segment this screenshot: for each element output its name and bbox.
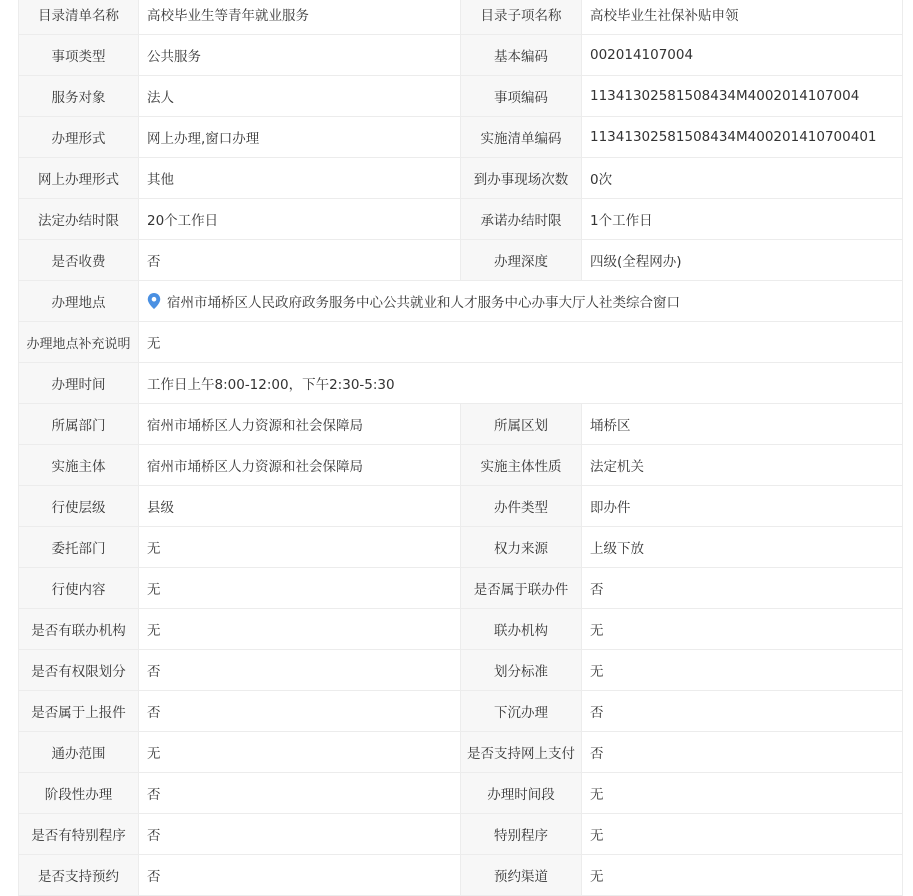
- field-value: 高校毕业生等青年就业服务: [139, 0, 461, 34]
- field-label: 办理深度: [461, 240, 582, 280]
- field-label: 是否有权限划分: [18, 650, 139, 690]
- field-value: 宿州市埇桥区人力资源和社会保障局: [139, 404, 461, 444]
- location-text[interactable]: 宿州市埇桥区人民政府政务服务中心公共就业和人才服务中心办事大厅人社类综合窗口: [167, 295, 680, 311]
- table-row: [18, 650, 903, 691]
- field-label: 目录清单名称: [18, 0, 139, 34]
- field-value: 否: [139, 650, 461, 690]
- field-value: 否: [139, 773, 461, 813]
- field-label: 法定办结时限: [18, 199, 139, 239]
- field-label: 实施主体性质: [461, 445, 582, 485]
- field-value: 县级: [139, 486, 461, 526]
- field-value: 无: [139, 322, 903, 362]
- field-label: 预约渠道: [461, 855, 582, 895]
- field-value: 无: [582, 773, 903, 813]
- field-value: 即办件: [582, 486, 903, 526]
- field-label: 行使层级: [18, 486, 139, 526]
- table-row: [18, 117, 903, 158]
- table-row: [18, 691, 903, 732]
- field-value: 002014107004: [582, 35, 903, 75]
- field-value: 工作日上午8:00-12:00，下午2:30-5:30: [139, 363, 903, 403]
- field-value: 埇桥区: [582, 404, 903, 444]
- table-row: [18, 855, 903, 896]
- field-label: 办理时间段: [461, 773, 582, 813]
- location-value[interactable]: [139, 281, 903, 321]
- field-label: 下沉办理: [461, 691, 582, 731]
- field-value: 否: [582, 691, 903, 731]
- field-value: 11341302581508434M4002014107004: [582, 76, 903, 116]
- field-label: 是否支持网上支付: [461, 732, 582, 772]
- field-label: 事项编码: [461, 76, 582, 116]
- field-value: 上级下放: [582, 527, 903, 567]
- field-label: 到办事现场次数: [461, 158, 582, 198]
- field-value: 公共服务: [139, 35, 461, 75]
- table-row: [18, 609, 903, 650]
- field-label: 实施主体: [18, 445, 139, 485]
- field-value: 无: [582, 609, 903, 649]
- field-label: 服务对象: [18, 76, 139, 116]
- table-row: [18, 814, 903, 855]
- field-label: 联办机构: [461, 609, 582, 649]
- field-label: 办理形式: [18, 117, 139, 157]
- field-label: 网上办理形式: [18, 158, 139, 198]
- field-value: 否: [139, 814, 461, 854]
- field-label: 委托部门: [18, 527, 139, 567]
- field-value: 法定机关: [582, 445, 903, 485]
- field-label: 是否属于联办件: [461, 568, 582, 608]
- field-label: 目录子项名称: [461, 0, 582, 34]
- field-value: 11341302581508434M400201410700401: [582, 117, 903, 157]
- field-label: 通办范围: [18, 732, 139, 772]
- field-label: 行使内容: [18, 568, 139, 608]
- field-value: 否: [582, 568, 903, 608]
- table-row: [18, 240, 903, 281]
- field-label: 办理时间: [18, 363, 139, 403]
- field-value: 法人: [139, 76, 461, 116]
- table-row: [18, 404, 903, 445]
- field-label: 划分标准: [461, 650, 582, 690]
- field-value: 否: [139, 855, 461, 895]
- field-label: 是否支持预约: [18, 855, 139, 895]
- field-label: 是否收费: [18, 240, 139, 280]
- field-value: 高校毕业生社保补贴申领: [582, 0, 903, 34]
- field-value: 无: [139, 732, 461, 772]
- field-label: 事项类型: [18, 35, 139, 75]
- field-label: 基本编码: [461, 35, 582, 75]
- field-value: 无: [582, 650, 903, 690]
- location-pin-icon: [147, 293, 161, 309]
- field-label: 办件类型: [461, 486, 582, 526]
- field-value: 其他: [139, 158, 461, 198]
- field-label: 承诺办结时限: [461, 199, 582, 239]
- table-row: [18, 76, 903, 117]
- table-row: [18, 486, 903, 527]
- field-label: 所属区划: [461, 404, 582, 444]
- field-value: 四级(全程网办): [582, 240, 903, 280]
- field-label: 特别程序: [461, 814, 582, 854]
- field-value: 1个工作日: [582, 199, 903, 239]
- field-label: 办理地点: [18, 281, 139, 321]
- field-value: 无: [582, 814, 903, 854]
- field-value: 网上办理,窗口办理: [139, 117, 461, 157]
- table-row: [18, 773, 903, 814]
- field-value: 否: [139, 240, 461, 280]
- field-value: 无: [582, 855, 903, 895]
- table-row: [18, 363, 903, 404]
- table-row: [18, 199, 903, 240]
- field-value: 20个工作日: [139, 199, 461, 239]
- table-row: [18, 732, 903, 773]
- table-row: [18, 158, 903, 199]
- field-label: 是否有联办机构: [18, 609, 139, 649]
- service-detail-table: [18, 0, 903, 896]
- field-label: 是否有特别程序: [18, 814, 139, 854]
- field-label: 是否属于上报件: [18, 691, 139, 731]
- field-value: 否: [139, 691, 461, 731]
- field-value: 无: [139, 527, 461, 567]
- field-value: 否: [582, 732, 903, 772]
- table-row: [18, 568, 903, 609]
- field-label: 办理地点补充说明: [18, 322, 139, 362]
- field-label: 权力来源: [461, 527, 582, 567]
- field-label: 阶段性办理: [18, 773, 139, 813]
- field-label: 实施清单编码: [461, 117, 582, 157]
- field-value: 0次: [582, 158, 903, 198]
- table-row: [18, 527, 903, 568]
- table-row: [18, 35, 903, 76]
- field-value: 无: [139, 568, 461, 608]
- table-row: [18, 0, 903, 35]
- table-row: [18, 445, 903, 486]
- location-row: [18, 281, 903, 322]
- field-value: 宿州市埇桥区人力资源和社会保障局: [139, 445, 461, 485]
- field-label: 所属部门: [18, 404, 139, 444]
- field-value: 无: [139, 609, 461, 649]
- table-row: [18, 322, 903, 363]
